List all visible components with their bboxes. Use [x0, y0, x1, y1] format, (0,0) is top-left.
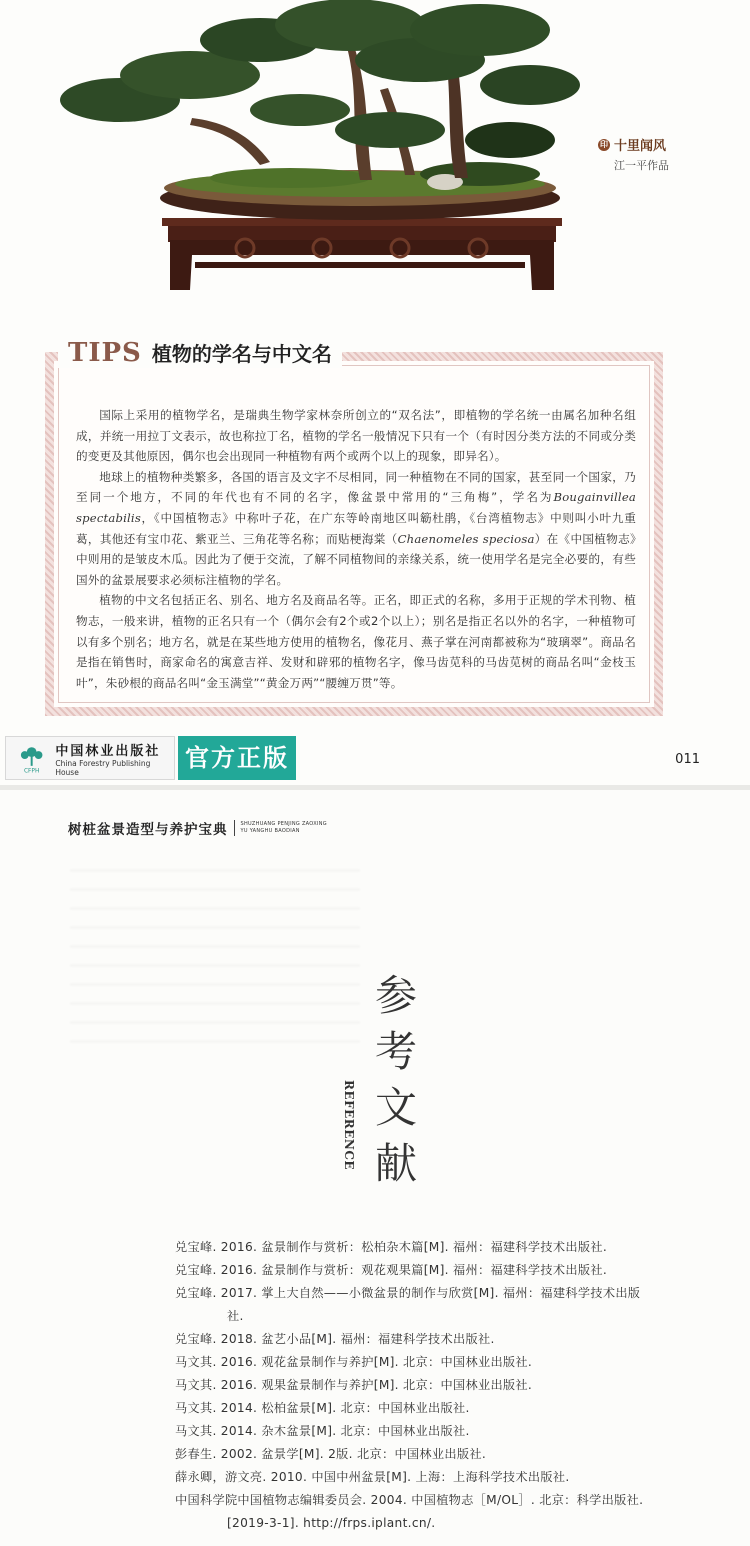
book-title-cn: 树桩盆景造型与养护宝典	[68, 822, 228, 838]
running-head	[68, 818, 327, 838]
tips-paragraph: 国际上采用的植物学名，是瑞典生物学家林奈所创立的“双名法”，即植物的学名统一由属名加种名组成，并统一用拉丁文表示，故也称拉丁名，植物的学名一般情况下只有一个（有时因分类方法的不同或分类的变更及其他原因，偶尔也会出现同一种植物有两个或两个以上的现象，即异名）。	[76, 408, 636, 464]
artwork-author: 江一平作品	[614, 159, 669, 172]
tips-header	[58, 338, 342, 368]
reference-item: 马文其. 2016. 观果盆景制作与养护[M]. 北京：中国林业出版社.	[175, 1378, 533, 1392]
reference-item: 兑宝峰. 2017. 掌上大自然——小微盆景的制作与欣赏[M]. 福州：福建科学技术出版社.	[175, 1286, 641, 1323]
publisher-logo[interactable]	[5, 736, 175, 780]
publisher-name-cn: 中国林业出版社	[55, 743, 161, 759]
references-heading-en: REFERENCE	[342, 1080, 356, 1171]
reference-item: 马文其. 2014. 杂木盆景[M]. 北京：中国林业出版社.	[175, 1424, 470, 1438]
show-through-text	[70, 870, 360, 1060]
reference-item: 兑宝峰. 2016. 盆景制作与赏析：松柏杂木篇[M]. 福州：福建科学技术出版社.	[175, 1240, 608, 1254]
bonsai-illustration	[60, 0, 580, 295]
official-badge[interactable]: 官方正版	[178, 736, 296, 780]
tips-paragraph: 地球上的植物种类繁多，各国的语言及文字不尽相同，同一种植物在不同的国家，甚至同一个国家，乃至同一个地方，不同的年代也有不同的名字，像盆景中常用的“三角梅”，学名为Bougainvillea spectabilis，《中国植物志》中称叶子花，在广东等岭南地区叫簕杜鹃，《台湾植物志》中则叫小叶九重葛，其他还有宝巾花、紫亚兰、三角花等名称；而贴梗海棠（Chaenomeles speciosa）在《中国植物志》中则用的是皱皮木瓜。因此为了便于交流，了解不同植物间的亲缘关系，统一使用学名是完全必要的，有些国外的盆景展要求必须标注植物的学名。	[76, 469, 636, 587]
page-number: 011	[675, 752, 700, 767]
tips-label: TIPS	[68, 338, 142, 368]
latin-name: Bougainvillea spectabilis	[76, 490, 636, 525]
latin-name: Chaenomeles speciosa	[397, 531, 535, 546]
seal-icon: 印	[600, 139, 608, 149]
tree-logo-icon	[14, 740, 49, 776]
book-title-en: SHUZHUANG PENJING ZAOXING YU YANGHU BAODIAN	[240, 821, 327, 834]
publisher-name-en: China Forestry Publishing House	[55, 758, 151, 777]
tips-paragraph: 植物的中文名包括正名、别名、地方名及商品名等。正名，即正式的名称，多用于正规的学术刊物、植物志，一般来讲，植物的正名只有一个（偶尔会有2个或2个以上）；别名是指正名以外的名字，一种植物可以有多个别名；地方名，就是在某些地方使用的植物名，像花月、燕子掌在河南都被称为“玻璃翠”。商品名是指在销售时，商家命名的寓意吉祥、发财和辟邪的植物名字，像马齿苋科的马齿苋树的商品名叫“金枝玉叶”，朱砂根的商品名叫“金玉满堂”“黄金万两”“腰缠万贯”等。	[76, 593, 636, 690]
references-heading: 参 考 文 献	[374, 971, 417, 1188]
reference-item: 兑宝峰. 2018. 盆艺小品[M]. 福州：福建科学技术出版社.	[175, 1332, 495, 1346]
reference-item: 马文其. 2016. 观花盆景制作与养护[M]. 北京：中国林业出版社.	[175, 1355, 533, 1369]
reference-item: 薛永卿，游文亮. 2010. 中国中州盆景[M]. 上海：上海科学技术出版社.	[175, 1470, 570, 1484]
reference-item: 马文其. 2014. 松柏盆景[M]. 北京：中国林业出版社.	[175, 1401, 470, 1415]
reference-item: 中国科学院中国植物志编辑委员会. 2004. 中国植物志［M/OL］. 北京：科学出版社. [2019-3-1]. http://frps.iplant.cn/.	[175, 1493, 644, 1530]
artwork-title-text: 十里闻风	[614, 139, 667, 154]
tips-body	[76, 405, 636, 693]
tips-title: 植物的学名与中文名	[151, 342, 332, 366]
artwork-title	[598, 135, 669, 154]
publisher-bar	[0, 736, 750, 780]
artwork-caption	[598, 135, 669, 173]
reference-item: 兑宝峰. 2016. 盆景制作与赏析：观花观果篇[M]. 福州：福建科学技术出版社.	[175, 1263, 608, 1277]
logo-tag: CFPH	[23, 768, 40, 775]
reference-item: 彭春生. 2002. 盆景学[M]. 2版. 北京：中国林业出版社.	[175, 1447, 487, 1461]
reference-list	[175, 1236, 645, 1535]
divider	[234, 820, 235, 836]
